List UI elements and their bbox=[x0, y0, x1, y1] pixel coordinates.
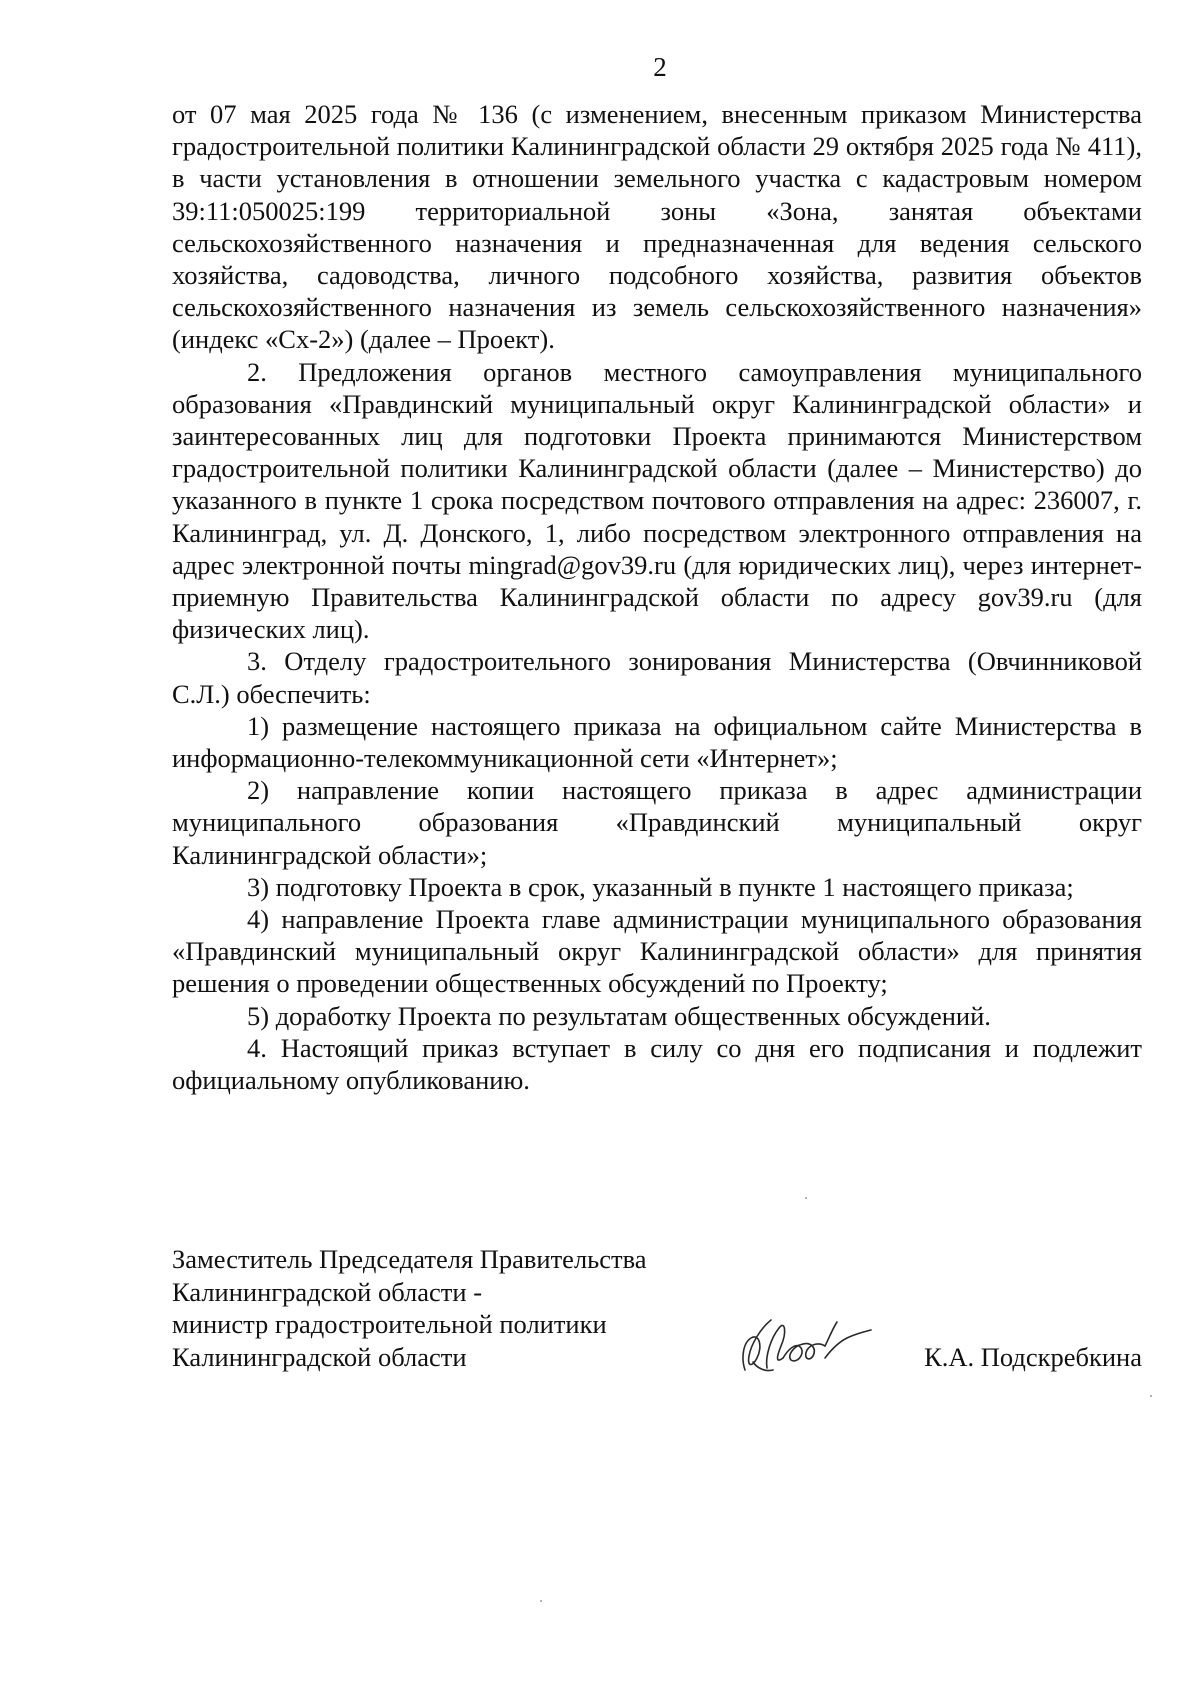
scan-speck bbox=[805, 1197, 807, 1199]
page-number: 2 bbox=[653, 52, 667, 82]
signer-title-line: Заместитель Председателя Правительства bbox=[172, 1244, 647, 1274]
signer-title bbox=[172, 1243, 647, 1373]
scan-speck bbox=[1150, 1395, 1152, 1397]
signer-title-line: министр градостроительной политики bbox=[172, 1309, 607, 1339]
paragraph-item-2: 2. Предложения органов местного самоуправления муниципального образования «Правдинский муниципальный округ Калининградской области» и заинтересованных лиц для подготовки Проекта принимаются Министерством градостроительной политики Калининградской области (далее – Министерство) до указанного в пункте 1 срока посредством почтового отправления на адрес: 236007, г. Калининград, ул. Д. Донского, 1, либо посредством электронного отправления на адрес электронной почты mingrad@gov39.ru (для юридических лиц), через интернет-приемную Правительства Калининградской области по адресу gov39.ru (для физических лиц). bbox=[172, 356, 1142, 645]
signer-title-line: Калининградской области - bbox=[172, 1276, 483, 1307]
signature-block bbox=[172, 1243, 1142, 1383]
paragraph-continuation: от 07 мая 2025 года № 136 (с изменением, внесенным приказом Министерства градостроительной политики Калининградской области 29 октября 2025 года № 411), в части установления в отношении земельного участка с кадастровым номером 39:11:050025:199 территориальной зоны «Зона, занятая объектами сельскохозяйственного назначения и предназначенная для ведения сельского хозяйства, садоводства, личного подсобного хозяйства, развития объектов сельскохозяйственного назначения из земель сельскохозяйственного назначения» (индекс «Сх-2») (далее – Проект). bbox=[172, 99, 1142, 355]
subitem-3: 3) подготовку Проекта в срок, указанный в пункте 1 настоящего приказа; bbox=[247, 871, 1074, 902]
scan-speck bbox=[540, 1600, 542, 1602]
paragraph-item-4: 4. Настоящий приказ вступает в силу со дня его подписания и подлежит официальному опубликованию. bbox=[172, 1032, 1142, 1096]
subitem-5: 5) доработку Проекта по результатам общественных обсуждений. bbox=[247, 1000, 991, 1031]
paragraph-item-3: 3. Отделу градостроительного зонирования Министерства (Овчинниковой С.Л.) обеспечить: bbox=[172, 646, 1142, 709]
subitem-1: 1) размещение настоящего приказа на официальном сайте Министерства в информационно-телекоммуникационной сети «Интернет»; bbox=[172, 710, 1142, 774]
document-body bbox=[172, 98, 1142, 1096]
signer-title-line: Калининградской области bbox=[172, 1341, 467, 1372]
subitem-2: 2) направление копии настоящего приказа в адрес администрации муниципального образования «Правдинский муниципальный округ Калининградской области»; bbox=[172, 775, 1142, 870]
handwritten-signature bbox=[727, 1298, 877, 1383]
signer-name: К.А. Подскребкина bbox=[924, 1341, 1142, 1372]
subitem-4: 4) направление Проекта главе администрации муниципального образования «Правдинский муниципальный округ Калининградской области» для принятия решения о проведении общественных обсуждений по Проекту; bbox=[172, 904, 1142, 999]
